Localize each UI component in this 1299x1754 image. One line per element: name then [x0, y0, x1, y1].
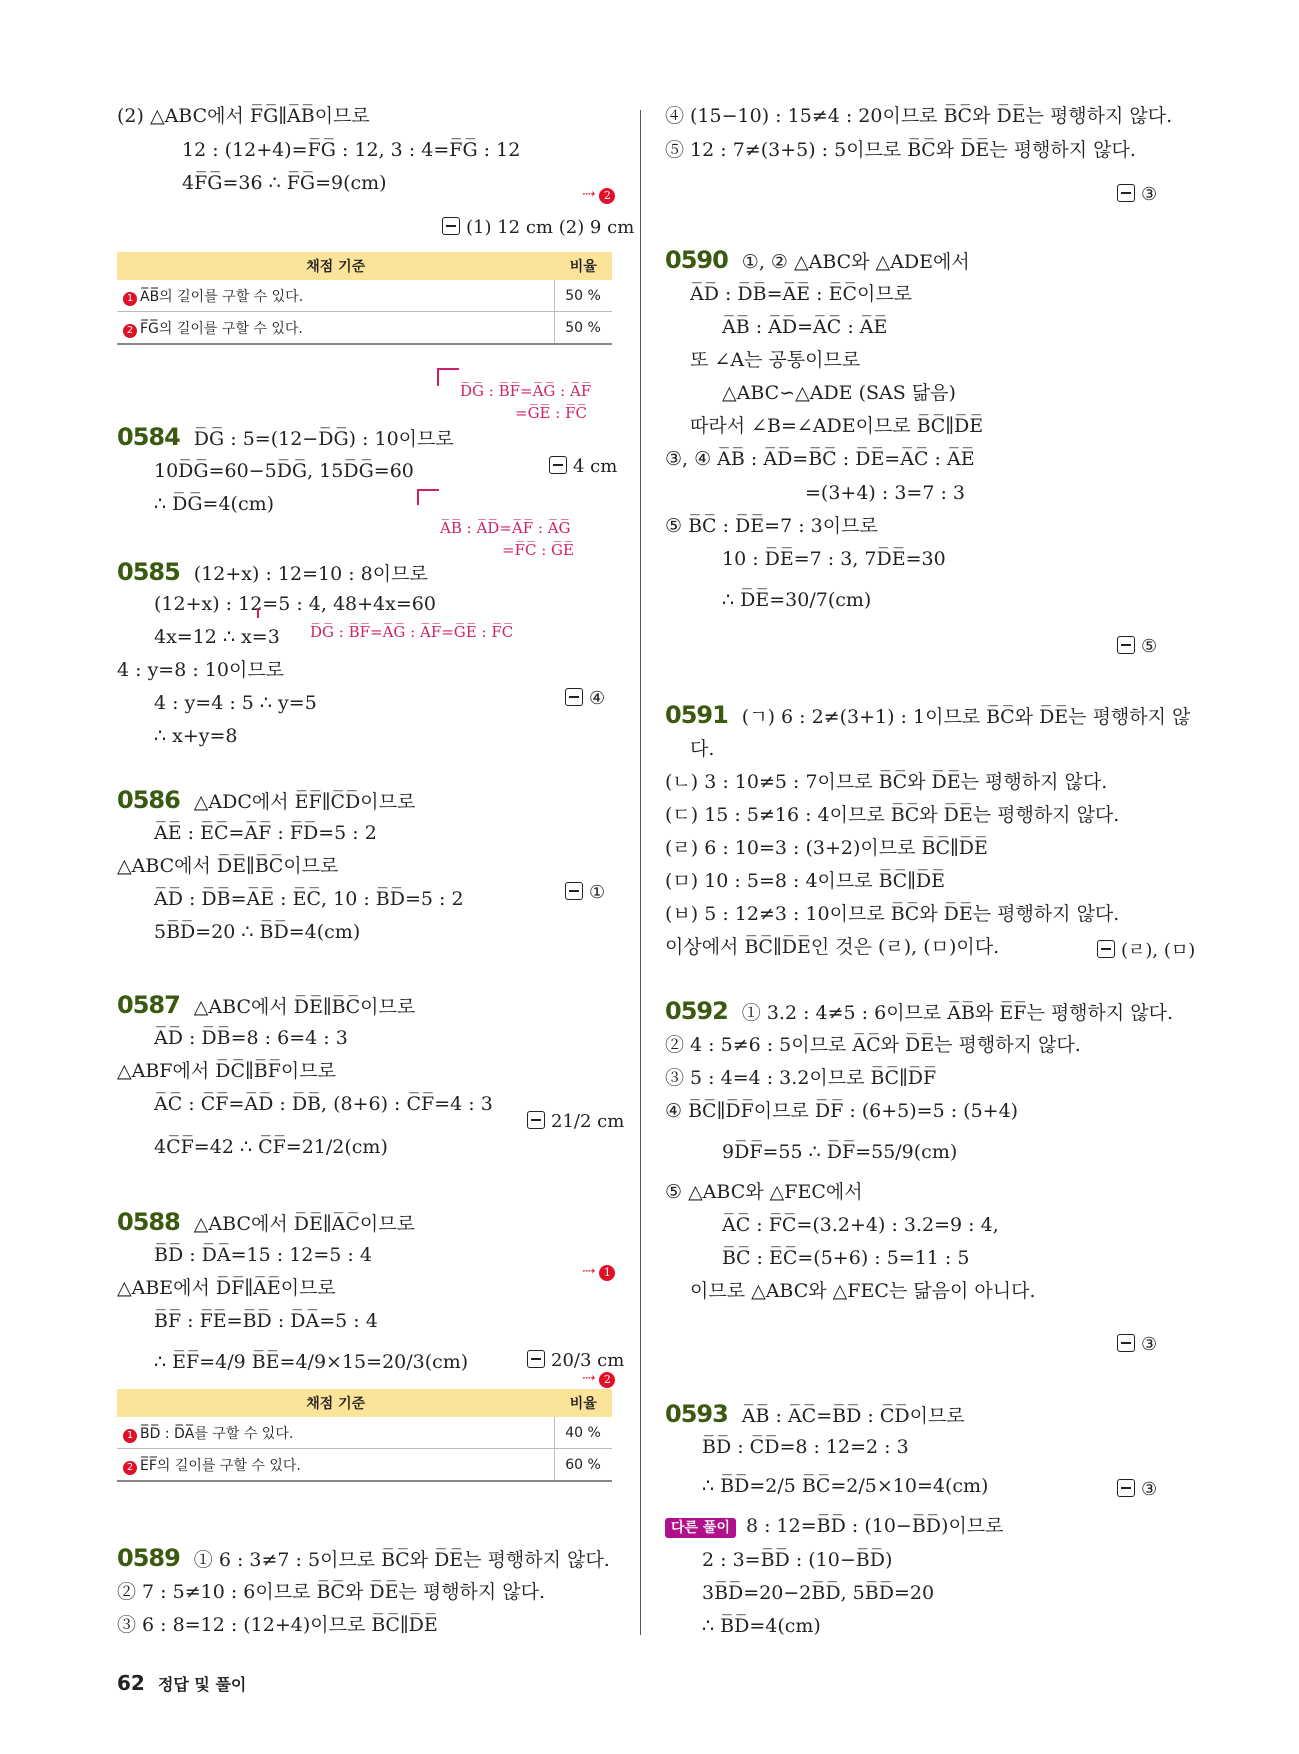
solution-text: A̅C̅ : F̅C̅=(3.2+4) : 3.2=9 : 4,	[722, 1214, 999, 1236]
solution-text: B̅D̅ : C̅D̅=8 : 12=2 : 3	[702, 1436, 909, 1458]
step-number: 2	[123, 1461, 137, 1475]
step-marker	[582, 184, 615, 204]
ratio-cell: 50 %	[555, 280, 613, 312]
step-marker	[582, 1368, 615, 1388]
right-line	[665, 935, 999, 959]
arrow-icon: ⇢	[582, 1261, 596, 1280]
right-line	[702, 1548, 892, 1572]
answer-mark	[565, 880, 605, 905]
left-line	[117, 658, 284, 682]
problem-number: 0588	[117, 1208, 180, 1236]
answer-box-icon	[1117, 1479, 1135, 1497]
solution-text: A̅D̅ : D̅B̅=A̅E̅ : E̅C̅, 10 : B̅D̅=5 : 2	[154, 888, 464, 910]
solution-text: B̅F̅ : F̅E̅=B̅D̅ : D̅A̅=5 : 4	[154, 1310, 378, 1332]
arrow-icon: ⇢	[582, 1368, 596, 1387]
solution-text: 다.	[690, 738, 715, 760]
right-line	[665, 1033, 1081, 1057]
side-note: =G̅E̅ : F̅C̅	[515, 404, 587, 422]
right-line	[665, 902, 1119, 926]
left-line	[117, 1613, 438, 1637]
right-line	[690, 282, 912, 306]
right-line	[722, 547, 946, 571]
solution-text: ③ 6 : 8=12 : (12+4)이므로 B̅C̅∥D̅E̅	[117, 1614, 438, 1636]
answer-box-icon	[565, 882, 583, 900]
solution-text: A̅D̅ : D̅B̅=8 : 6=4 : 3	[154, 1027, 348, 1049]
left-line	[154, 1026, 348, 1050]
right-line	[690, 737, 714, 761]
problem-number: 0592	[665, 997, 728, 1025]
table-header-row	[117, 252, 612, 280]
answer-mark	[1117, 182, 1157, 207]
right-line	[665, 803, 1119, 827]
solution-text: ④ (15−10) : 15≠4 : 20이므로 B̅C̅와 D̅E̅는 평행하지 않다.	[665, 105, 1173, 127]
solution-text: 4C̅F̅=42 ∴ C̅F̅=21/2(cm)	[154, 1136, 388, 1158]
solution-text: A̅C̅ : C̅F̅=A̅D̅ : D̅B̅, (8+6) : C̅F̅=4 : 3	[154, 1093, 493, 1115]
right-line	[665, 447, 975, 471]
answer-value: (1) 12 cm (2) 9 cm	[466, 217, 635, 238]
right-line	[702, 1614, 821, 1638]
solution-text: B̅C̅ : E̅C̅=(5+6) : 5=11 : 5	[722, 1247, 970, 1269]
solution-text: 12 : (12+4)=F̅G̅ : 12, 3 : 4=F̅G̅ : 12	[182, 139, 521, 161]
answer-value: ③	[1141, 1479, 1158, 1500]
right-line	[665, 514, 878, 538]
solution-text: 4 : y=4 : 5 ∴ y=5	[154, 692, 317, 714]
right-line	[690, 1279, 1035, 1303]
page-footer	[117, 1671, 246, 1695]
answer-box-icon	[527, 1111, 545, 1129]
solution-text: △ABC에서 D̅E̅∥B̅C̅이므로	[193, 996, 416, 1018]
left-line	[154, 821, 377, 845]
criteria-cell	[117, 1449, 555, 1482]
solution-text: ② 7 : 5≠10 : 6이므로 B̅C̅와 D̅E̅는 평행하지 않다.	[117, 1581, 546, 1603]
answer-mark	[1097, 938, 1195, 963]
answer-mark	[565, 686, 605, 711]
answer-value: ⑤	[1141, 636, 1158, 657]
solution-text: (ㅂ) 5 : 12≠3 : 10이므로 B̅C̅와 D̅E̅는 평행하지 않다.	[665, 903, 1120, 925]
right-line	[665, 999, 1173, 1025]
right-line	[665, 104, 1172, 128]
solution-text: ⑤ △ABC와 △FEC에서	[665, 1181, 863, 1203]
answer-value: ④	[589, 688, 606, 709]
solution-text: A̅B̅ : A̅D̅=A̅C̅ : A̅E̅	[722, 316, 888, 338]
left-line	[154, 1243, 372, 1267]
solution-text: ∴ E̅F̅=4/9 B̅E̅=4/9×15=20/3(cm)	[154, 1351, 469, 1373]
solution-text: B̅D̅ : D̅A̅=15 : 12=5 : 4	[154, 1244, 372, 1266]
answer-value: ③	[1141, 184, 1158, 205]
answer-mark	[1117, 634, 1157, 659]
step-number: 2	[599, 188, 615, 204]
solution-text: ∴ B̅D̅=2/5 B̅C̅=2/5×10=4(cm)	[702, 1475, 989, 1497]
solution-text: 4 : y=8 : 10이므로	[117, 659, 285, 681]
solution-text: ③, ④ A̅B̅ : A̅D̅=B̅C̅ : D̅E̅=A̅C̅ : A̅E̅	[665, 448, 975, 470]
table-header-row	[117, 1389, 612, 1417]
solution-text: 9D̅F̅=55 ∴ D̅F̅=55/9(cm)	[722, 1141, 958, 1163]
answer-mark	[1117, 1332, 1157, 1357]
right-line	[702, 1435, 909, 1459]
solution-text: ② 4 : 5≠6 : 5이므로 A̅C̅와 D̅E̅는 평행하지 않다.	[665, 1034, 1081, 1056]
criteria-text: F̅G̅의 길이를 구할 수 있다.	[140, 320, 303, 337]
solution-text: =(3+4) : 3=7 : 3	[805, 482, 965, 504]
left-line	[154, 1092, 493, 1116]
solution-text: 또 ∠A는 공통이므로	[690, 349, 861, 371]
solution-text: △ABF에서 D̅C̅∥B̅F̅이므로	[117, 1060, 336, 1082]
solution-text: △ABC에서 D̅E̅∥B̅C̅이므로	[117, 855, 339, 877]
right-line	[722, 381, 956, 405]
answer-value: 21/2 cm	[551, 1111, 625, 1132]
left-line	[117, 104, 370, 128]
criteria-text: A̅B̅의 길이를 구할 수 있다.	[140, 288, 304, 305]
right-line	[722, 588, 871, 612]
left-line	[154, 492, 274, 516]
answer-box-icon	[549, 456, 567, 474]
table-row	[117, 280, 612, 312]
solution-text: ④ B̅C̅∥D̅F̅이므로 D̅F̅ : (6+5)=5 : (5+4)	[665, 1100, 1019, 1122]
left-line	[154, 691, 317, 715]
right-line	[665, 836, 988, 860]
criteria-text: E̅F̅의 길이를 구할 수 있다.	[140, 1457, 301, 1474]
table-header-cell: 비율	[555, 252, 613, 280]
right-line	[665, 770, 1107, 794]
answer-box-icon	[442, 217, 460, 235]
note-connector	[417, 489, 439, 505]
left-line	[154, 1309, 378, 1333]
problem-number: 0589	[117, 1544, 180, 1572]
solution-text: (ㅁ) 10 : 5=8 : 4이므로 B̅C̅∥D̅E̅	[665, 870, 946, 892]
table-row	[117, 312, 612, 345]
step-marker	[582, 1261, 615, 1281]
solution-text: 3B̅D̅=20−2B̅D̅, 5B̅D̅=20	[702, 1582, 935, 1604]
left-line	[154, 1350, 468, 1374]
right-line	[665, 1180, 863, 1204]
solution-text: 8 : 12=B̅D̅ : (10−B̅D̅)이므로	[745, 1515, 1004, 1537]
left-line	[154, 459, 414, 483]
answer-mark	[442, 215, 634, 240]
problem-number: 0587	[117, 991, 180, 1019]
solution-text: 4x=12 ∴ x=3	[154, 626, 280, 648]
solution-text: (12+x) : 12=5 : 4, 48+4x=60	[154, 593, 436, 615]
answer-box-icon	[1117, 1334, 1135, 1352]
solution-text: ⑤ B̅C̅ : D̅E̅=7 : 3이므로	[665, 515, 878, 537]
solution-text: ∴ B̅D̅=4(cm)	[702, 1615, 821, 1637]
right-line	[665, 869, 945, 893]
solution-text: ③ 5 : 4=4 : 3.2이므로 B̅C̅∥D̅F̅	[665, 1067, 937, 1089]
answer-box-icon	[565, 688, 583, 706]
side-note: =F̅C̅ : G̅E̅	[502, 541, 574, 559]
answer-value: 20/3 cm	[551, 1350, 625, 1371]
right-line	[722, 1140, 957, 1164]
solution-text: 10D̅G̅=60−5D̅G̅, 15D̅G̅=60	[154, 460, 414, 482]
answer-value: (ㄹ), (ㅁ)	[1121, 940, 1196, 961]
right-line	[690, 348, 860, 372]
answer-mark	[527, 1109, 624, 1134]
right-line	[722, 1213, 999, 1237]
answer-box-icon	[527, 1350, 545, 1368]
problem-number: 0590	[665, 246, 728, 274]
left-line	[117, 993, 415, 1019]
right-line	[702, 1581, 934, 1605]
solution-text: 이상에서 B̅C̅∥D̅E̅인 것은 (ㄹ), (ㅁ)이다.	[665, 936, 1000, 958]
left-line	[154, 625, 280, 649]
problem-number: 0593	[665, 1400, 728, 1428]
table-row	[117, 1417, 612, 1449]
right-line	[805, 481, 965, 505]
right-line	[665, 248, 970, 274]
right-line	[722, 315, 887, 339]
side-note: D̅G̅ : B̅F̅=A̅G̅ : A̅F̅=G̅E̅ : F̅C̅	[310, 623, 514, 641]
solution-text: (ㄷ) 15 : 5≠16 : 4이므로 B̅C̅와 D̅E̅는 평행하지 않다.	[665, 804, 1120, 826]
other-solution-badge: 다른 풀이	[665, 1518, 736, 1538]
step-number: 2	[599, 1372, 615, 1388]
solution-text: D̅G̅ : 5=(12−D̅G̅) : 10이므로	[193, 428, 454, 450]
footer-label: 정답 및 풀이	[157, 1675, 247, 1694]
table-header-cell: 비율	[555, 1389, 613, 1417]
ratio-cell: 40 %	[555, 1417, 613, 1449]
solution-text: ⑤ 12 : 7≠(3+5) : 5이므로 B̅C̅와 D̅E̅는 평행하지 않다.	[665, 139, 1136, 161]
right-line	[665, 1402, 965, 1428]
solution-text: ① 3.2 : 4≠5 : 6이므로 A̅B̅와 E̅F̅는 평행하지 않다.	[741, 1002, 1174, 1024]
left-line	[117, 1276, 336, 1300]
scoring-table-1	[117, 252, 612, 345]
solution-text: 4F̅G̅=36 ∴ F̅G̅=9(cm)	[182, 172, 387, 194]
solution-text: ∴ D̅E̅=30/7(cm)	[722, 589, 872, 611]
page-number: 62	[117, 1671, 145, 1695]
column-divider	[640, 110, 641, 1635]
criteria-cell	[117, 312, 555, 345]
left-line	[117, 1546, 610, 1572]
answer-value: ③	[1141, 1334, 1158, 1355]
side-note: A̅B̅ : A̅D̅=A̅F̅ : A̅G̅	[440, 519, 571, 537]
right-line	[665, 1099, 1018, 1123]
right-line	[665, 1066, 936, 1090]
step-number: 1	[123, 292, 137, 306]
solution-text: △ABC∽△ADE (SAS 닮음)	[722, 382, 956, 404]
left-line	[154, 592, 436, 616]
answer-value: 4 cm	[573, 456, 618, 477]
criteria-cell	[117, 280, 555, 312]
solution-text: (ㄱ) 6 : 2≠(3+1) : 1이므로 B̅C̅와 D̅E̅는 평행하지 않	[741, 706, 1191, 728]
arrow-icon: ⇢	[582, 184, 596, 203]
side-note: D̅G̅ : B̅F̅=A̅G̅ : A̅F̅	[460, 382, 592, 400]
right-line	[722, 1246, 969, 1270]
left-line	[154, 887, 464, 911]
step-number: 1	[599, 1265, 615, 1281]
right-line	[665, 703, 1190, 729]
solution-text: A̅B̅ : A̅C̅=B̅D̅ : C̅D̅이므로	[741, 1405, 965, 1427]
left-line	[154, 920, 360, 944]
solution-text: (ㄹ) 6 : 10=3 : (3+2)이므로 B̅C̅∥D̅E̅	[665, 837, 988, 859]
solution-text: △ADC에서 E̅F̅∥C̅D̅이므로	[193, 791, 416, 813]
right-line	[690, 414, 983, 438]
solution-text: 이므로 △ABC와 △FEC는 닮음이 아니다.	[690, 1280, 1036, 1302]
table-header-cell: 채점 기준	[117, 1389, 555, 1417]
solution-text: 2 : 3=B̅D̅ : (10−B̅D̅)	[702, 1549, 893, 1571]
left-line	[154, 1135, 388, 1159]
solution-text: (2) △ABC에서 F̅G̅∥A̅B̅이므로	[117, 105, 370, 127]
left-line	[117, 854, 338, 878]
left-line	[117, 1210, 415, 1236]
note-connector	[437, 368, 459, 386]
problem-number: 0591	[665, 701, 728, 729]
answer-mark	[549, 454, 617, 479]
solution-text: A̅E̅ : E̅C̅=A̅F̅ : F̅D̅=5 : 2	[154, 822, 377, 844]
ratio-cell: 60 %	[555, 1449, 613, 1482]
solution-text: (ㄴ) 3 : 10≠5 : 7이므로 B̅C̅와 D̅E̅는 평행하지 않다.	[665, 771, 1108, 793]
step-number: 1	[123, 1429, 137, 1443]
left-line	[117, 1059, 336, 1083]
solution-text: A̅D̅ : D̅B̅=A̅E̅ : E̅C̅이므로	[690, 283, 913, 305]
problem-number: 0586	[117, 786, 180, 814]
solution-text: ① 6 : 3≠7 : 5이므로 B̅C̅와 D̅E̅는 평행하지 않다.	[193, 1549, 610, 1571]
left-line	[154, 724, 238, 748]
left-line	[182, 171, 387, 195]
criteria-text: B̅D̅ : D̅A̅를 구할 수 있다.	[140, 1425, 294, 1442]
answer-mark	[1117, 1477, 1157, 1502]
solution-text: 10 : D̅E̅=7 : 3, 7D̅E̅=30	[722, 548, 946, 570]
solution-text: 5B̅D̅=20 ∴ B̅D̅=4(cm)	[154, 921, 361, 943]
problem-number: 0585	[117, 558, 180, 586]
left-line	[117, 788, 415, 814]
table-row	[117, 1449, 612, 1482]
problem-number: 0584	[117, 423, 180, 451]
answer-box-icon	[1117, 184, 1135, 202]
solution-text: ∴ x+y=8	[154, 725, 238, 747]
left-line	[117, 425, 454, 451]
answer-box-icon	[1117, 636, 1135, 654]
scoring-table-2	[117, 1389, 612, 1482]
left-line	[182, 138, 520, 162]
note-connector	[257, 608, 259, 618]
solution-text: (12+x) : 12=10 : 8이므로	[193, 563, 428, 585]
right-line	[665, 138, 1136, 162]
solution-text: △ABC에서 D̅E̅∥A̅C̅이므로	[193, 1213, 415, 1235]
solution-text: △ABE에서 D̅F̅∥A̅E̅이므로	[117, 1277, 336, 1299]
right-line	[665, 1514, 1004, 1538]
solution-text: ∴ D̅G̅=4(cm)	[154, 493, 275, 515]
solution-text: ①, ② △ABC와 △ADE에서	[741, 251, 970, 273]
ratio-cell: 50 %	[555, 312, 613, 345]
answer-box-icon	[1097, 940, 1115, 958]
solution-text: 따라서 ∠B=∠ADE이므로 B̅C̅∥D̅E̅	[690, 415, 984, 437]
left-line	[117, 1580, 545, 1604]
step-number: 2	[123, 324, 137, 338]
answer-value: ①	[589, 882, 606, 903]
left-line	[117, 560, 428, 586]
table-header-cell: 채점 기준	[117, 252, 555, 280]
criteria-cell	[117, 1417, 555, 1449]
right-line	[702, 1474, 988, 1498]
